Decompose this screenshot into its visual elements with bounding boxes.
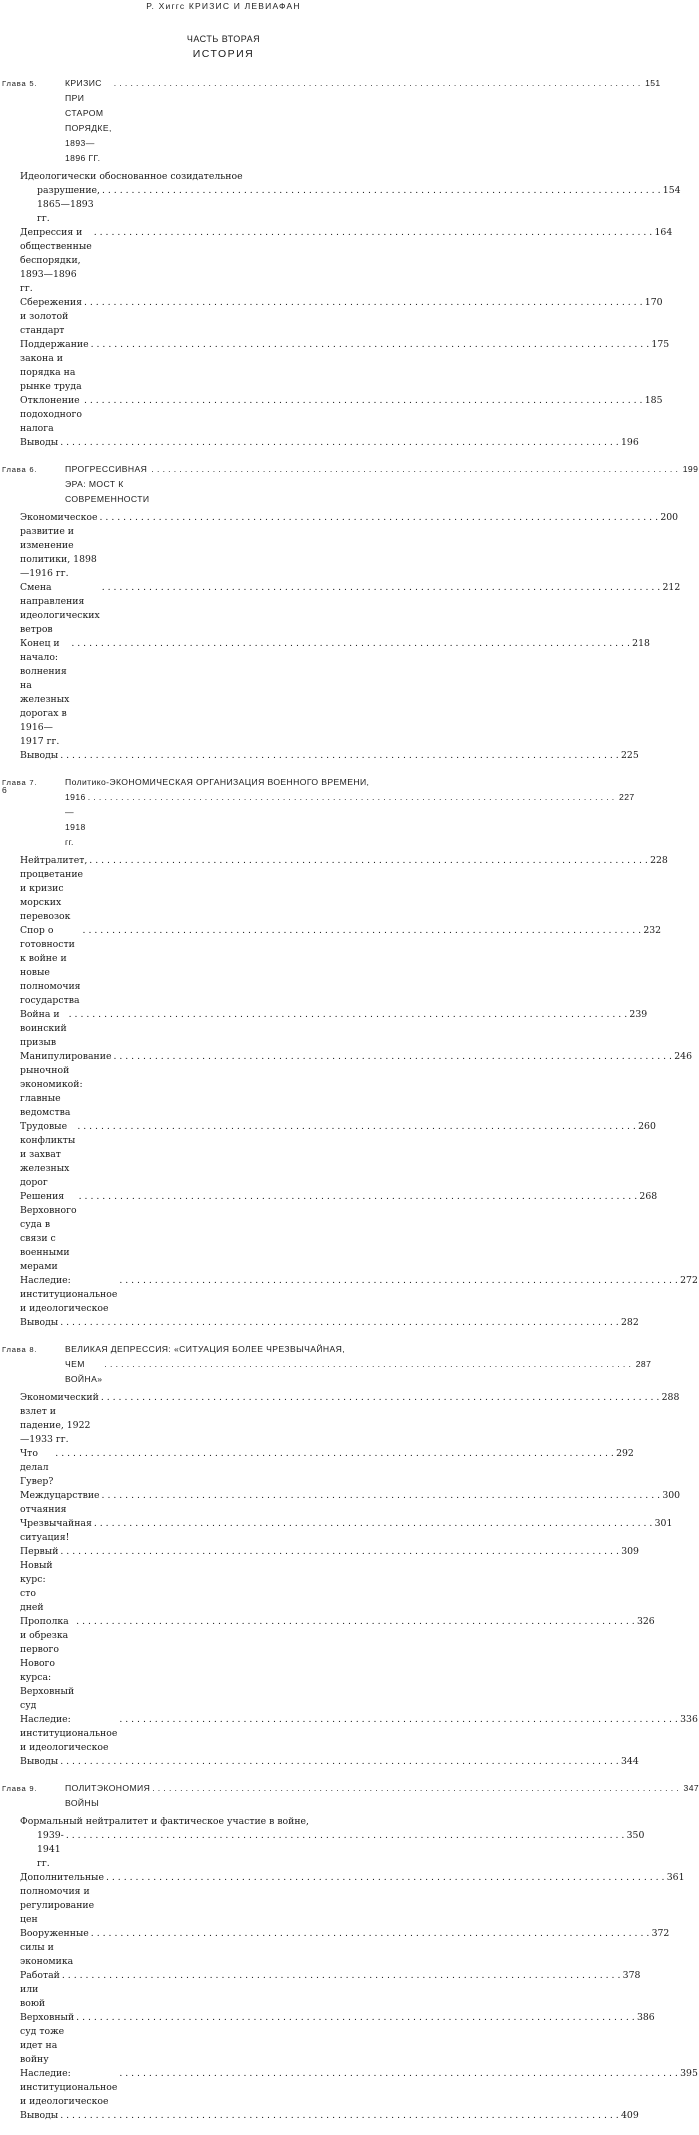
dot-leader	[76, 1615, 635, 1629]
dot-leader	[94, 1517, 653, 1531]
toc-entry	[20, 749, 639, 763]
dot-leader	[77, 1120, 636, 1134]
entry-title: Чрезвычайная ситуация!	[20, 1518, 92, 1543]
entry-title: Выводы	[20, 437, 59, 448]
entry-page-number: 239	[629, 1009, 648, 1020]
toc-chapter	[0, 775, 698, 1330]
entry-page-number: 336	[680, 1714, 698, 1725]
toc-entry	[20, 338, 670, 394]
entry-title: Спор о готовности к войне и новые полномочия государства	[20, 925, 81, 1006]
entry-title: Экономическое развитие и изменение политики, 1898—1916 гг.	[20, 512, 98, 579]
dot-leader	[91, 338, 650, 352]
entry-title: Выводы	[20, 1756, 59, 1767]
entry-page-number: 164	[654, 227, 673, 238]
dot-leader	[104, 1357, 631, 1372]
toc-chapter	[0, 1342, 698, 1769]
dot-leader	[60, 1545, 619, 1559]
entry-title: Прополка и обрезка первого Нового курса: Верховный суд	[20, 1616, 75, 1711]
toc-entry	[20, 1815, 645, 1871]
entry-title: Что делал Гувер?	[20, 1448, 54, 1487]
dot-leader	[152, 1781, 679, 1796]
chapter-page-number: 199	[682, 464, 699, 474]
dot-leader	[102, 581, 661, 595]
toc-entry	[20, 2067, 698, 2109]
entry-title: Смена направления идеологических ветров	[20, 582, 100, 635]
entry-title: Манипулирование рыночной экономикой: главные ведомства	[20, 1051, 112, 1118]
chapter-title	[65, 775, 635, 850]
entry-title: Война и воинский призыв	[20, 1009, 67, 1048]
entry-title: Сбережения и золотой стандарт	[20, 297, 82, 336]
entry-page-number: 200	[660, 512, 679, 523]
chapter-title-line: ПОЛИТЭКОНОМИЯ ВОЙНЫ	[65, 1783, 151, 1808]
dot-leader	[119, 1713, 678, 1727]
entry-title: Дополнительные полномочия и регулирование цен	[20, 1872, 104, 1925]
chapter-title-line: ПРОГРЕССИВНАЯ ЭРА: МОСТ К СОВРЕМЕННОСТИ	[65, 464, 150, 504]
entry-title: разрушение, 1865—1893 гг.	[37, 185, 100, 224]
entry-page-number: 225	[620, 750, 639, 761]
entry-title: Конец и начало: волнения на железных дорогах в 1916—1917 гг.	[20, 638, 70, 747]
toc-entry	[20, 1545, 639, 1615]
chapter-label: Глава 9.	[2, 1784, 38, 1793]
entry-title: Отклонение подоходного налога	[20, 395, 82, 434]
entry-page-number: 260	[638, 1121, 656, 1132]
chapter-label: Глава 8.	[2, 1345, 38, 1354]
dot-leader	[76, 2011, 635, 2025]
chapter-title-line: КРИЗИС ПРИ СТАРОМ ПОРЯДКЕ, 1893—1896 ГГ.	[65, 78, 112, 163]
entry-page-number: 196	[620, 437, 639, 448]
toc-entry	[20, 924, 662, 1008]
entry-title: Наследие: институциональное и идеологическое	[20, 1275, 118, 1314]
entry-page-number: 154	[662, 185, 681, 196]
entry-page-number: 272	[680, 1275, 698, 1286]
toc-entry	[20, 394, 663, 436]
entry-title: Междуцарствие отчаяния	[20, 1490, 100, 1515]
dot-leader	[84, 296, 643, 310]
entry-page-number: 246	[674, 1051, 692, 1062]
dot-leader	[83, 924, 642, 938]
dot-leader	[119, 1274, 678, 1288]
toc-entry	[20, 1120, 656, 1190]
dot-leader	[71, 637, 630, 651]
entry-page-number: 175	[651, 339, 670, 350]
toc-entry	[20, 1391, 680, 1447]
chapter-title-line: ЧЕМ ВОЙНА»	[65, 1359, 103, 1384]
dot-leader	[84, 394, 643, 408]
dot-leader	[119, 2067, 678, 2081]
entry-page-number: 288	[661, 1392, 680, 1403]
entry-title: Нейтралитет, процветание и кризис морских перевозок	[20, 855, 88, 922]
entry-page-number: 361	[666, 1872, 685, 1883]
toc-entry	[20, 637, 650, 749]
toc-entry	[20, 511, 679, 581]
chapter-label: Глава 7.	[2, 778, 38, 787]
entry-page-number: 326	[636, 1616, 655, 1627]
chapter-heading	[0, 1342, 652, 1387]
chapter-title	[65, 1781, 699, 1811]
entry-title: Выводы	[20, 2110, 59, 2121]
entry-page-number: 350	[626, 1830, 645, 1841]
entry-title: 1939-1941 гг.	[37, 1830, 64, 1869]
toc-entry	[20, 296, 663, 338]
toc-entry	[20, 1316, 639, 1330]
dot-leader	[69, 1008, 628, 1022]
entry-title: Вооруженные силы и экономика	[20, 1928, 89, 1967]
entry-title: Наследие: институциональное и идеологическое	[20, 1714, 118, 1753]
chapter-title-line: 1916—1918 гг.	[65, 792, 86, 847]
entry-title: Депрессия и общественные беспорядки, 1893—1896 гг.	[20, 227, 92, 294]
table-of-contents	[0, 76, 699, 2135]
toc-entry	[20, 1615, 655, 1713]
dot-leader	[62, 1969, 621, 1983]
toc-entry	[20, 1050, 692, 1120]
toc-chapter	[0, 1781, 699, 2123]
part-label: ЧАСТЬ ВТОРАЯ	[186, 34, 261, 44]
entry-title: Верховный суд тоже идет на войну	[20, 2012, 75, 2065]
dot-leader	[102, 1489, 661, 1503]
chapter-label: Глава 5.	[2, 79, 38, 88]
entry-page-number: 378	[622, 1970, 641, 1981]
dot-leader	[100, 511, 659, 525]
dot-leader	[102, 184, 661, 198]
entry-page-number: 386	[636, 2012, 655, 2023]
chapter-title	[65, 76, 661, 166]
dot-leader	[94, 226, 653, 240]
chapter-heading	[0, 775, 635, 850]
chapter-page-number: 227	[619, 792, 635, 802]
chapter-heading	[0, 462, 699, 507]
page-number: 6	[2, 785, 7, 795]
entry-title: Трудовые конфликты и захват железных дорог	[20, 1121, 76, 1188]
toc-entry	[20, 1190, 658, 1274]
toc-entry	[20, 1274, 698, 1316]
dot-leader	[66, 1829, 625, 1843]
toc-entry	[20, 1969, 641, 2011]
dot-leader	[60, 1755, 619, 1769]
toc-entry	[20, 1927, 670, 1969]
chapter-page-number: 151	[645, 78, 661, 88]
toc-entry	[20, 1517, 673, 1545]
dot-leader	[60, 1316, 619, 1330]
dot-leader	[55, 1447, 614, 1461]
toc-entry	[20, 2109, 639, 2123]
toc-entry	[20, 1489, 681, 1517]
toc-entry	[20, 1008, 648, 1050]
entry-title: Идеологически обоснованное созидательное	[20, 171, 243, 182]
entry-page-number: 170	[644, 297, 663, 308]
dot-leader	[88, 790, 615, 805]
dot-leader	[101, 1391, 660, 1405]
chapter-label: Глава 6.	[2, 465, 38, 474]
dot-leader	[91, 1927, 650, 1941]
entry-page-number: 344	[620, 1756, 639, 1767]
dot-leader	[60, 436, 619, 450]
entry-page-number: 372	[651, 1928, 670, 1939]
entry-page-number: 232	[643, 925, 662, 936]
chapter-heading	[0, 76, 661, 166]
chapter-title	[65, 1342, 651, 1387]
entry-title: Выводы	[20, 1317, 59, 1328]
entry-page-number: 218	[632, 638, 650, 649]
toc-entry	[20, 226, 673, 296]
toc-chapter	[0, 76, 681, 450]
toc-entry	[20, 1755, 639, 1769]
dot-leader	[79, 1190, 638, 1204]
toc-entry	[20, 2011, 655, 2067]
chapter-heading	[0, 1781, 699, 1811]
entry-page-number: 309	[621, 1546, 639, 1557]
entry-page-number: 292	[616, 1448, 634, 1459]
chapter-page-number: 347	[683, 1783, 699, 1793]
entry-title: Наследие: институциональное и идеологическое	[20, 2068, 118, 2107]
chapter-title-line: Политико-ЭКОНОМИЧЕСКАЯ ОРГАНИЗАЦИЯ ВОЕННОГО ВРЕМЕНИ,	[65, 777, 370, 787]
dot-leader	[89, 854, 648, 868]
chapter-title-line: ВЕЛИКАЯ ДЕПРЕССИЯ: «СИТУАЦИЯ БОЛЕЕ ЧРЕЗВЫЧАЙНАЯ,	[65, 1344, 346, 1354]
part-title: ИСТОРИЯ	[192, 48, 255, 60]
toc-entry	[20, 1871, 685, 1927]
entry-title: Выводы	[20, 750, 59, 761]
entry-page-number: 212	[662, 582, 681, 593]
entry-title: Формальный нейтралитет и фактическое участие в войне,	[20, 1816, 310, 1827]
entry-page-number: 409	[620, 2110, 639, 2121]
running-header: Р. Хиггс КРИЗИС И ЛЕВИАФАН	[146, 1, 301, 11]
entry-title: Работай или воюй	[20, 1970, 60, 2009]
dot-leader	[60, 749, 619, 763]
chapter-page-number: 287	[635, 1359, 652, 1369]
entry-page-number: 282	[620, 1317, 639, 1328]
entry-page-number: 300	[662, 1490, 681, 1501]
toc-entry	[20, 436, 639, 450]
entry-page-number: 228	[650, 855, 668, 866]
dot-leader	[151, 462, 678, 477]
toc-entry	[20, 581, 681, 637]
dot-leader	[113, 1050, 672, 1064]
toc-entry	[20, 854, 668, 924]
entry-page-number: 268	[639, 1191, 658, 1202]
entry-page-number: 395	[680, 2068, 698, 2079]
dot-leader	[106, 1871, 665, 1885]
chapter-title	[65, 462, 698, 507]
entry-page-number: 185	[644, 395, 663, 406]
toc-chapter	[0, 462, 699, 763]
entry-title: Решения Верховного суда в связи с военными мерами	[20, 1191, 77, 1272]
toc-entry	[20, 1447, 634, 1489]
entry-page-number: 301	[654, 1518, 673, 1529]
toc-entry	[20, 1713, 698, 1755]
dot-leader	[60, 2109, 619, 2123]
dot-leader	[114, 76, 641, 91]
entry-title: Экономический взлет и падение, 1922—1933 гг.	[20, 1392, 99, 1445]
toc-entry	[20, 170, 681, 226]
entry-title: Первый Новый курс: сто дней	[20, 1546, 59, 1613]
entry-title: Поддержание закона и порядка на рынке труда	[20, 339, 89, 392]
